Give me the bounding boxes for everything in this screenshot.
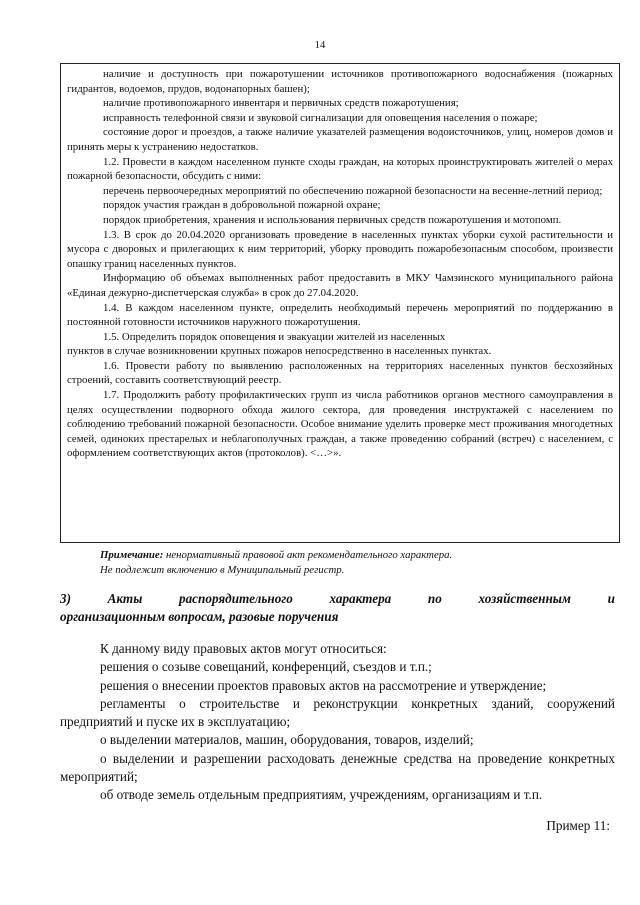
box-paragraph: 1.4. В каждом населенном пункте, определить необходимый перечень мероприятий по поддержанию в постоянной готовности источников наружного пожаротушения. xyxy=(67,301,613,329)
section-heading-line-2: организационным вопросам, разовые поручения xyxy=(60,609,339,624)
note-line-2: Не подлежит включению в Муниципальный регистр. xyxy=(100,563,345,576)
note-text: ненормативный правовой акт рекомендательного характера. xyxy=(163,549,453,561)
box-paragraph: перечень первоочередных мероприятий по обеспечению пожарной безопасности на весенне-летний период; xyxy=(103,184,603,197)
example-label: Пример 11: xyxy=(546,818,610,833)
box-paragraph: наличие противопожарного инвентаря и первичных средств пожаротушения; xyxy=(103,97,459,110)
box-paragraph: наличие и доступность при пожаротушении источников противопожарного водоснабжения (пожарных гидрантов, водоемов, прудов, водонапорных башен); xyxy=(67,68,613,95)
box-paragraph: 1.5. Определить порядок оповещения и эвакуации жителей из населенных xyxy=(103,330,446,343)
body-text xyxy=(60,640,615,805)
section-heading-line-1 xyxy=(60,590,615,608)
body-paragraph: решения о созыве совещаний, конференций, съездов и т.п.; xyxy=(100,659,432,675)
section-heading xyxy=(60,590,615,626)
heading-word: хозяйственным xyxy=(478,591,571,606)
body-paragraph: К данному виду правовых актов могут относиться: xyxy=(100,641,387,656)
note-line-1 xyxy=(100,548,610,563)
body-paragraph: решения о внесении проектов правовых актов на рассмотрение и утверждение; xyxy=(100,677,547,693)
body-paragraph: регламенты о строительстве и реконструкции конкретных зданий, сооружений предприятий и пуске их в эксплуатацию; xyxy=(60,695,615,730)
quoted-act-box xyxy=(60,63,620,543)
heading-word: характера xyxy=(329,591,392,606)
box-paragraph: Информацию об объемах выполненных работ предоставить в МКУ Чамзинского муниципального района «Единая дежурно-диспетчерская служба» в срок до 27.04.2020. xyxy=(67,272,613,299)
body-paragraph: о выделении материалов, машин, оборудования, товаров, изделий; xyxy=(100,732,474,748)
box-paragraph: пунктов в случае возникновении крупных пожаров непосредственно в населенных пунктах. xyxy=(67,345,492,358)
heading-word: 3) xyxy=(60,591,71,606)
box-paragraph: порядок участия граждан в добровольной пожарной охране; xyxy=(103,199,381,212)
box-paragraph: 1.3. В срок до 20.04.2020 организовать проведение в населенных пунктах уборки сухой растительности и мусора с дворовых и прилегающих к ним территорий, уборку проводить пожаробезопасным способом, произвести опашку границ населенных пунктов. xyxy=(67,228,613,270)
note-label: Примечание: xyxy=(100,549,164,561)
heading-word: Акты xyxy=(107,591,143,606)
box-paragraph: 1.2. Провести в каждом населенном пункте сходы граждан, на которых проинструктировать жителей о мерах пожарной безопасности, обсудить с ними: xyxy=(67,155,613,183)
note xyxy=(100,548,610,577)
heading-word: по xyxy=(427,591,442,606)
body-paragraph: об отводе земель отдельным предприятиям, учреждениям, организациям и т.п. xyxy=(100,787,543,803)
heading-word: распорядительного xyxy=(178,591,293,606)
box-paragraph: порядок приобретения, хранения и использования первичных средств пожаротушения и мотопомп. xyxy=(103,213,562,226)
box-paragraph: 1.6. Провести работу по выявлению расположенных на территориях населенных пунктов бесхозяйных строений, составить соответствующий реестр. xyxy=(67,359,613,387)
heading-word: и xyxy=(607,591,615,606)
box-paragraph: исправность телефонной связи и звуковой сигнализации для оповещения населения о пожаре; xyxy=(103,111,538,124)
box-paragraph: состояние дорог и проездов, а также наличие указателей размещения водоисточников, улиц, номеров домов и принять меры к устранению недостатков. xyxy=(67,126,613,153)
body-paragraph: о выделении и разрешении расходовать денежные средства на проведение конкретных мероприятий; xyxy=(60,750,615,785)
box-paragraph: 1.7. Продолжить работу профилактических групп из числа работников органов местного самоуправления в целях осуществлении подворного обхода жилого сектора, для проведения инструктажей с населением по соблюдению требований пожарной безопасности. Особое внимание уделить проверке мест проживания многодетных семей, одиноких престарелых и неблагополучных граждан, а также проведению собраний (встреч) с населением, с оформлением соответствующих актов (протоколов). <…>». xyxy=(67,389,613,460)
page-number: 14 xyxy=(314,40,326,51)
